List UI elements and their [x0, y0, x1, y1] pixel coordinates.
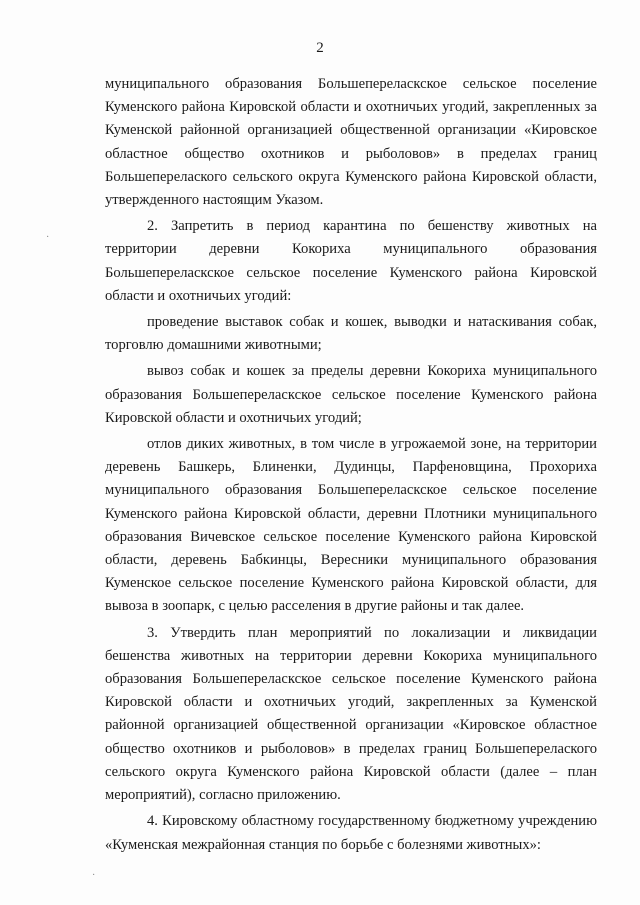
- paragraph-item-2: 2. Запретить в период карантина по бешенству животных на территории деревни Кокориха муниципального образования Большепереласкское сельское поселение Куменского района Кировской области и охотничьих угодий:: [105, 218, 597, 304]
- scan-speck: ·: [92, 870, 96, 881]
- page-number: 2: [316, 40, 324, 56]
- paragraph-export-animals: вывоз собак и кошек за пределы деревни Кокориха муниципального образования Большепереласкское сельское поселение Куменского района Кировской области и охотничьих угодий;: [105, 363, 597, 426]
- paragraph-wild-animals: отлов диких животных, в том числе в угрожаемой зоне, на территории деревень Башкерь, Блиненки, Дудинцы, Парфеновщина, Прохориха муниципального образования Большепереласкское сельское поселение Куменского района Кировской области, деревни Плотники муниципального образования Вичевское сельское поселение Куменского района Кировской области, деревень Бабкинцы, Вересники муниципального образования Куменское сельское поселение Куменского района Кировской области, для вывоза в зоопарк, с целью расселения в другие районы и так далее.: [105, 436, 597, 615]
- paragraph-item-4: 4. Кировскому областному государственному бюджетному учреждению «Куменская межрайонная станция по борьбе с болезнями животных»:: [105, 813, 597, 853]
- paragraph-continuation: муниципального образования Большепереласкское сельское поселение Куменского района Кировской области и охотничьих угодий, закрепленных за Куменской районной организацией общественной организации «Кировское областное общество охотников и рыболовов» в пределах границ Большеперелаского сельского округа Куменского района Кировской области, утвержденного настоящим Указом.: [105, 76, 597, 209]
- document-body: [105, 73, 597, 857]
- paragraph-item-3: 3. Утвердить план мероприятий по локализации и ликвидации бешенства животных на территории деревни Кокориха муниципального образования Большепереласкское сельское поселение Куменского района Кировской области и охотничьих угодий, закрепленных за Куменской районной организацией общественной организации «Кировское областное общество охотников и рыболовов» в пределах границ Большеперелаского сельского округа Куменского района Кировской области (далее – план мероприятий), согласно приложению.: [105, 624, 597, 804]
- paragraph-exhibitions: проведение выставок собак и кошек, выводки и натаскивания собак, торговлю домашними животными;: [105, 314, 597, 354]
- scan-speck: ·: [46, 232, 50, 243]
